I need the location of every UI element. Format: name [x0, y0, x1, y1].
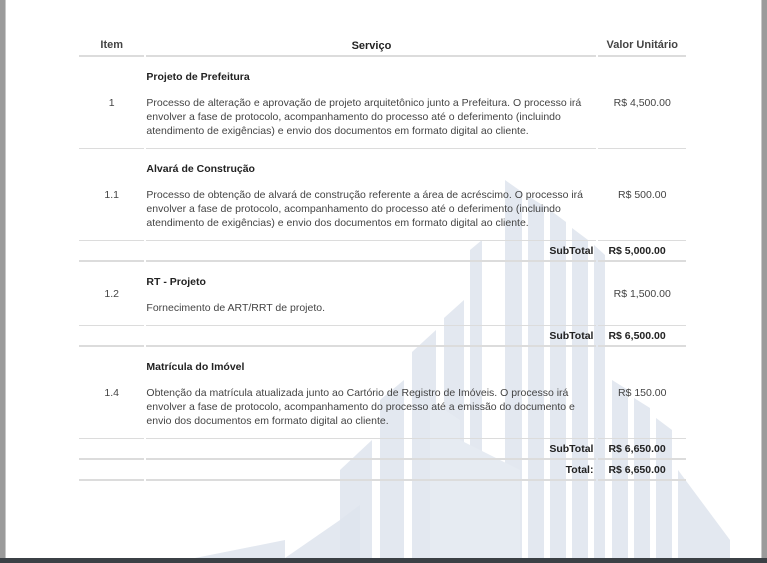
total-label: Total: [146, 460, 596, 481]
service-title: Projeto de Prefeitura [146, 71, 250, 83]
service-title: RT - Projeto [146, 276, 206, 288]
quote-document [79, 36, 689, 481]
unit-value: R$ 1,500.00 [598, 262, 686, 326]
subtotal-row [79, 326, 686, 347]
subtotal-value: R$ 6,500.00 [598, 326, 686, 347]
service-title: Alvará de Construção [146, 163, 255, 175]
services-table [77, 36, 688, 481]
service-cell [146, 262, 596, 325]
service-title: Matrícula do Imóvel [146, 361, 245, 373]
total-value: R$ 6,650.00 [598, 460, 686, 481]
header-service: Serviço [146, 36, 596, 57]
total-row [79, 460, 686, 481]
service-description: Processo de obtenção de alvará de construção referente a área de acréscimo. O processo irá envolver a fase de protocolo, acompanhamento do processo até o deferimento (incluindo atendimento de exigências) e envio dos documentos em formato digital ao cliente. [146, 189, 583, 229]
item-number: 1.4 [79, 347, 144, 439]
subtotal-value: R$ 5,000.00 [598, 241, 686, 262]
service-description: Processo de alteração e aprovação de projeto arquitetônico junto a Prefeitura. O processo irá envolver a fase de protocolo, acompanhamento do processo até o deferimento (incluindo atendimento de exigências) e envio dos documentos em formato digital ao cliente. [146, 97, 582, 137]
subtotal-label: SubTotal [146, 326, 596, 347]
subtotal-label: SubTotal [146, 241, 596, 262]
unit-value: R$ 4,500.00 [598, 57, 686, 149]
unit-value: R$ 500.00 [598, 149, 686, 241]
table-row [79, 262, 686, 326]
table-row [79, 149, 686, 241]
table-row [79, 57, 686, 149]
service-cell [146, 149, 596, 240]
item-number: 1.1 [79, 149, 144, 241]
subtotal-value: R$ 6,650.00 [598, 439, 686, 460]
window-frame-bottom [0, 558, 767, 563]
subtotal-row [79, 241, 686, 262]
header-item: Item [79, 36, 144, 57]
item-number: 1 [79, 57, 144, 149]
item-number: 1.2 [79, 262, 144, 326]
subtotal-row [79, 439, 686, 460]
service-description: Obtenção da matrícula atualizada junto ao Cartório de Registro de Imóveis. O processo irá envolver a fase de protocolo, acompanhamento do processo até a emissão do documento e envio dos documentos em formato digital ao cliente. [146, 387, 575, 427]
table-row [79, 347, 686, 439]
subtotal-label: SubTotal [146, 439, 596, 460]
service-cell [146, 57, 596, 148]
service-cell [146, 347, 596, 438]
unit-value: R$ 150.00 [598, 347, 686, 439]
header-value: Valor Unitário [598, 36, 686, 57]
service-description: Fornecimento de ART/RRT de projeto. [146, 302, 326, 314]
table-header-row [79, 36, 686, 57]
